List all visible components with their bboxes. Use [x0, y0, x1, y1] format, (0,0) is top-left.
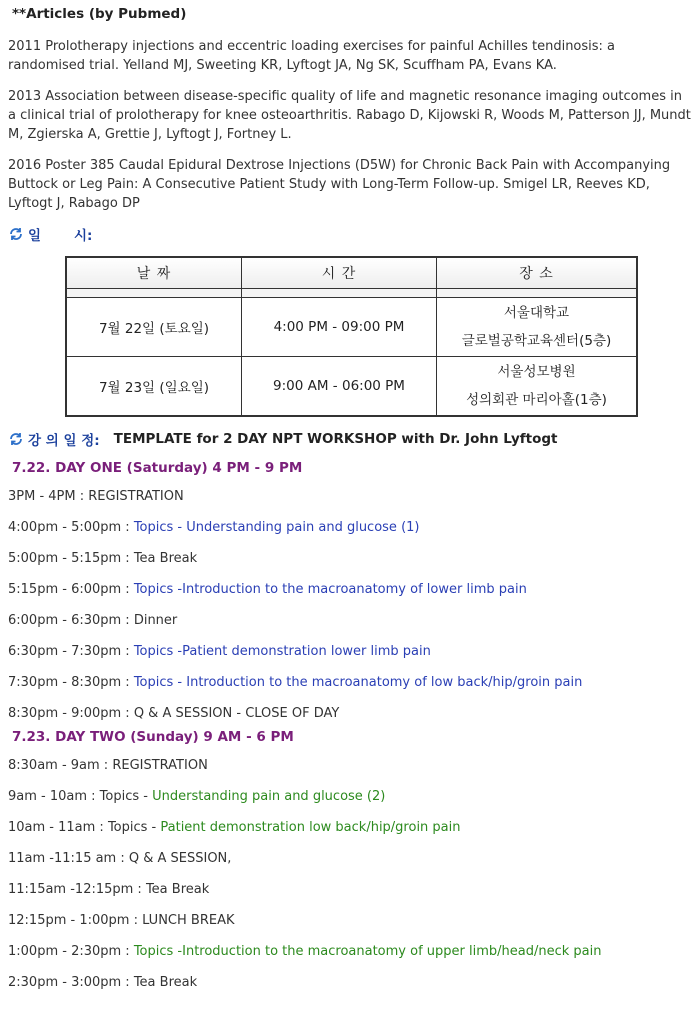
schedule-time: 11am -11:15 am : Q & A SESSION, [8, 851, 232, 866]
table-row [66, 298, 637, 357]
schedule-item [8, 698, 692, 729]
schedule-item [8, 636, 692, 667]
refresh-icon [8, 226, 24, 242]
course-label: 강 의 일 정: [28, 433, 100, 449]
schedule-topic: Topics - Understanding pain and glucose (1) [133, 520, 420, 535]
schedule-table [65, 256, 638, 417]
schedule-topic: Topics -Introduction to the macroanatomy of upper limb/head/neck pain [133, 944, 602, 959]
schedule-item [8, 874, 692, 905]
schedule-item [8, 605, 692, 636]
schedule-time: 5:00pm - 5:15pm : Tea Break [8, 551, 198, 566]
schedule-item [8, 967, 692, 998]
schedule-time: 5:15pm - 6:00pm : [8, 582, 134, 597]
venue-name: 서울대학교 [503, 305, 570, 321]
schedule-topic: Topics -Patient demonstration lower limb pain [133, 644, 431, 659]
articles-heading: **Articles (by Pubmed) [12, 6, 187, 22]
header-venue: 장 소 [437, 257, 638, 289]
day-one-schedule [8, 481, 692, 729]
cell-venue [437, 357, 638, 417]
schedule-time: 11:15am -12:15pm : Tea Break [8, 882, 210, 897]
schedule-time: 3PM - 4PM : REGISTRATION [8, 489, 184, 504]
schedule-item [8, 481, 692, 512]
refresh-icon [8, 431, 24, 447]
day-one-title: 7.22. DAY ONE (Saturday) 4 PM - 9 PM [12, 460, 303, 476]
day-two-title: 7.23. DAY TWO (Sunday) 9 AM - 6 PM [12, 729, 294, 745]
page-content [0, 6, 700, 998]
schedule-item [8, 667, 692, 698]
schedule-time: 1:00pm - 2:30pm : [8, 944, 134, 959]
cell-time: 4:00 PM - 09:00 PM [242, 298, 437, 357]
schedule-time: 8:30am - 9am : REGISTRATION [8, 758, 208, 773]
template-title: TEMPLATE for 2 DAY NPT WORKSHOP with Dr. John Lyftogt [113, 431, 558, 447]
day-two-schedule [8, 750, 692, 998]
schedule-time: 8:30pm - 9:00pm : Q & A SESSION - CLOSE OF DAY [8, 706, 340, 721]
dates-section-header [8, 225, 692, 243]
schedule-time: 10am - 11am : Topics - [8, 820, 161, 835]
schedule-item [8, 574, 692, 605]
venue-name: 서울성모병원 [497, 364, 576, 380]
schedule-time: 2:30pm - 3:00pm : Tea Break [8, 975, 198, 990]
article-item: 2011 Prolotherapy injections and eccentric loading exercises for painful Achilles tendinosis: a randomised trial. Yelland MJ, Sweeting KR, Lyftogt JA, Ng SK, Scuffham PA, Evans KA. [8, 39, 616, 73]
article-item: 2013 Association between disease-specific quality of life and magnetic resonance imaging outcomes in a clinical trial of prolotherapy for knee osteoarthritis. Rabago D, Kijowski R, Woods M, Patterson JJ, Mundt M, Zgierska A, Grettie J, Lyftogt J, Fortney L. [8, 89, 691, 142]
schedule-item [8, 781, 692, 812]
table-spacer-row [66, 289, 637, 298]
schedule-time: 4:00pm - 5:00pm : [8, 520, 134, 535]
header-date: 날 짜 [66, 257, 242, 289]
schedule-topic: Topics - Introduction to the macroanatomy of low back/hip/groin pain [133, 675, 583, 690]
schedule-time: 6:00pm - 6:30pm : Dinner [8, 613, 178, 628]
cell-date: 7월 23일 (일요일) [66, 357, 242, 417]
course-section-header [8, 430, 692, 448]
schedule-item [8, 512, 692, 543]
schedule-item [8, 812, 692, 843]
schedule-item [8, 936, 692, 967]
schedule-topic: Understanding pain and glucose (2) [152, 789, 386, 804]
venue-room: 성의회관 마리아홀(1층) [466, 392, 607, 408]
schedule-time: 7:30pm - 8:30pm : [8, 675, 134, 690]
schedule-topic: Patient demonstration low back/hip/groin pain [160, 820, 461, 835]
schedule-item [8, 543, 692, 574]
table-row [66, 357, 637, 417]
header-time: 시 간 [242, 257, 437, 289]
schedule-item [8, 905, 692, 936]
schedule-item [8, 843, 692, 874]
cell-date: 7월 22일 (토요일) [66, 298, 242, 357]
cell-time: 9:00 AM - 06:00 PM [242, 357, 437, 417]
schedule-item [8, 750, 692, 781]
schedule-time: 9am - 10am : Topics - [8, 789, 153, 804]
schedule-time: 12:15pm - 1:00pm : LUNCH BREAK [8, 913, 235, 928]
venue-room: 글로벌공학교육센터(5층) [461, 333, 612, 349]
cell-venue [437, 298, 638, 357]
schedule-table-wrapper [65, 256, 692, 417]
article-item: 2016 Poster 385 Caudal Epidural Dextrose Injections (D5W) for Chronic Back Pain with Accompanying Buttock or Leg Pain: A Consecutive Patient Study with Long-Term Follow-up. Smigel LR, Reeves KD, Lyftogt J, Rabago DP [8, 158, 671, 211]
schedule-time: 6:30pm - 7:30pm : [8, 644, 134, 659]
dates-label: 일 시: [28, 228, 93, 244]
schedule-topic: Topics -Introduction to the macroanatomy of lower limb pain [133, 582, 527, 597]
table-header-row [66, 257, 637, 289]
